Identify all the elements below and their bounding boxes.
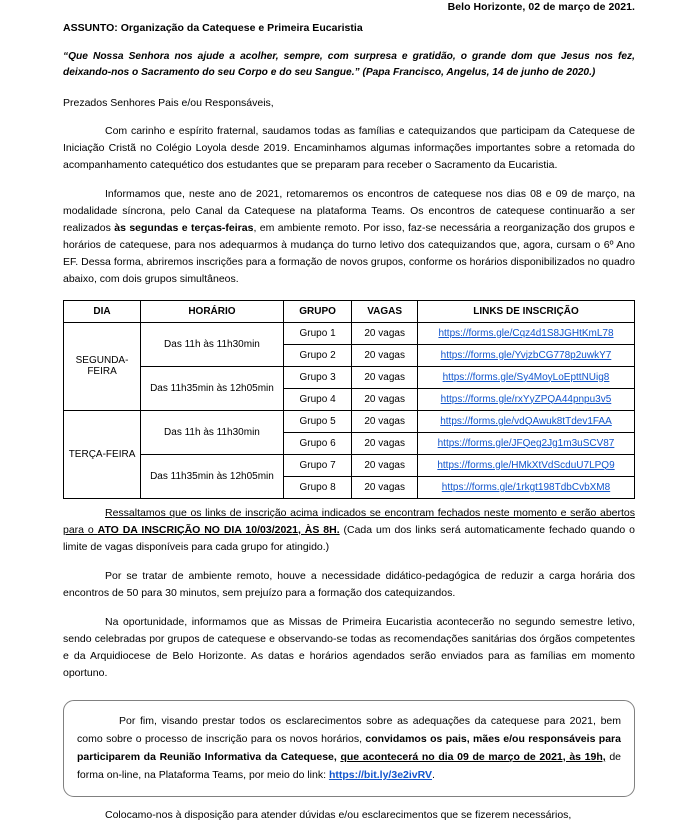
document-content bbox=[63, 0, 635, 824]
cell-vagas-5: 20 vagas bbox=[352, 410, 418, 432]
greeting-line: Prezados Senhores Pais e/ou Responsáveis, bbox=[63, 96, 274, 109]
table-row bbox=[64, 454, 635, 476]
signup-link-8[interactable]: https://forms.gle/1rkgt198TdbCvbXM8 bbox=[441, 481, 611, 493]
date-line: Belo Horizonte, 02 de março de 2021. bbox=[447, 1, 635, 13]
signup-link-6[interactable]: https://forms.gle/JFQeg2Jg1m3uSCV87 bbox=[437, 437, 615, 449]
cell-grupo-1: Grupo 1 bbox=[283, 322, 352, 344]
signup-link-4[interactable]: https://forms.gle/rxYyZPQA44pnpu3v5 bbox=[440, 393, 612, 405]
callout-part-b: de forma on-line, na Plataforma Teams, por meio do link: bbox=[77, 750, 621, 781]
callout-bold-underline: que acontecerá no dia 09 de março de 2021, às 19h, bbox=[340, 750, 606, 763]
cell-time-1: Das 11h às 11h30min bbox=[141, 322, 284, 366]
paragraph-schedule-part-b: , em ambiente remoto. Por isso, faz-se necessária a reorganização dos grupos e horários de catequese, para nos adequarmos à mudança do turno letivo dos catequizandos que, agora, cursam o 6º Ano EF. Dessa forma, abriremos inscrições para a formação de novos grupos, conforme os horários disponibilizados no quadro abaixo, com dois grupos simultâneos. bbox=[63, 221, 636, 285]
cell-grupo-4: Grupo 4 bbox=[283, 388, 352, 410]
paragraph-duration: Por se tratar de ambiente remoto, houve a necessidade didático-pedagógica de reduzir a carga horária dos encontros de 50 para 30 minutos, sem prejuízo para a formação dos catequizandos. bbox=[63, 569, 635, 599]
cell-day-terca: TERÇA-FEIRA bbox=[64, 410, 141, 498]
cell-link-8[interactable] bbox=[418, 476, 635, 498]
cell-link-5[interactable] bbox=[418, 410, 635, 432]
cell-grupo-3: Grupo 3 bbox=[283, 366, 352, 388]
links-note-underline-2: ATO DA INSCRIÇÃO NO DIA 10/03/2021, ÀS 8H. bbox=[97, 523, 340, 536]
links-note-rest: (Cada um dos links será automaticamente fechado quando o limite de vagas disponíveis para cada grupo for atingido.) bbox=[63, 523, 635, 553]
signup-link-1[interactable]: https://forms.gle/Cqz4d1S8JGHtKmL78 bbox=[438, 327, 614, 339]
header-vagas: VAGAS bbox=[352, 300, 418, 322]
signup-link-5[interactable]: https://forms.gle/vdQAwuk8tTdev1FAA bbox=[440, 415, 612, 427]
paragraph-closing: Colocamo-nos à disposição para atender dúvidas e/ou esclarecimentos que se fizerem necessários, bbox=[105, 808, 572, 821]
signup-link-7[interactable]: https://forms.gle/HMkXtVdScduU7LPQ9 bbox=[437, 459, 615, 471]
cell-grupo-6: Grupo 6 bbox=[283, 432, 352, 454]
cell-time-2: Das 11h35min às 12h05min bbox=[141, 366, 284, 410]
cell-grupo-7: Grupo 7 bbox=[283, 454, 352, 476]
cell-grupo-5: Grupo 5 bbox=[283, 410, 352, 432]
table-row bbox=[64, 322, 635, 344]
paragraph-masses: Na oportunidade, informamos que as Missas de Primeira Eucaristia acontecerão no segundo semestre letivo, sendo celebradas por grupos de catequese e observando-se todas as recomendações sanitárias dos órgãos competentes e da Arquidiocese de Belo Horizonte. As datas e horários agendados serão enviados para as famílias em momento oportuno. bbox=[63, 615, 635, 679]
schedule-table bbox=[63, 300, 635, 499]
paragraph-schedule-bold: às segundas e terças-feiras bbox=[114, 221, 254, 234]
paragraph-intro: Com carinho e espírito fraternal, saudamos todas as famílias e catequizandos que participam da Catequese de Iniciação Cristã no Colégio Loyola desde 2019. Encaminhamos algumas informações importantes sobre a retomada do acompanhamento catequético dos estudantes que se preparam para receber o Sacramento da Eucaristia. bbox=[63, 124, 635, 171]
paragraph-schedule-info bbox=[63, 186, 635, 288]
callout-part-a: Por fim, visando prestar todos os esclarecimentos sobre as adequações da catequese para 2021, bem como sobre o processo de inscrição para os novos horários, bbox=[77, 714, 621, 745]
cell-link-7[interactable] bbox=[418, 454, 635, 476]
cell-link-4[interactable] bbox=[418, 388, 635, 410]
callout-paragraph bbox=[77, 712, 621, 784]
cell-link-3[interactable] bbox=[418, 366, 635, 388]
cell-vagas-7: 20 vagas bbox=[352, 454, 418, 476]
cell-link-1[interactable] bbox=[418, 322, 635, 344]
links-note-underline-1: Ressaltamos que os links de inscrição acima indicados se encontram fechados neste momento e serão abertos para o bbox=[63, 506, 635, 536]
meeting-callout-box bbox=[63, 700, 635, 797]
cell-vagas-6: 20 vagas bbox=[352, 432, 418, 454]
cell-time-3: Das 11h às 11h30min bbox=[141, 410, 284, 454]
cell-day-segunda: SEGUNDA-FEIRA bbox=[64, 322, 141, 410]
callout-bold: convidamos os pais, mães e/ou responsáveis para participarem da Reunião Informativa da Catequese, bbox=[77, 732, 621, 763]
table-header-row bbox=[64, 300, 635, 322]
cell-vagas-1: 20 vagas bbox=[352, 322, 418, 344]
header-links: LINKS DE INSCRIÇÃO bbox=[418, 300, 635, 322]
subject-line: ASSUNTO: Organização da Catequese e Primeira Eucaristia bbox=[63, 22, 363, 34]
cell-vagas-3: 20 vagas bbox=[352, 366, 418, 388]
schedule-table-head bbox=[64, 300, 635, 322]
meeting-link[interactable]: https://bit.ly/3e2ivRV bbox=[328, 768, 433, 781]
epigraph-quote: “Que Nossa Senhora nos ajude a acolher, sempre, com surpresa e gratidão, o grande dom que Jesus nos fez, deixando-nos o Sacramento do seu Corpo e do seu Sangue.” (Papa Francisco, Angelus, 14 de junho de 2020.) bbox=[63, 51, 635, 78]
cell-link-6[interactable] bbox=[418, 432, 635, 454]
signup-link-2[interactable]: https://forms.gle/YvjzbCG778p2uwkY7 bbox=[440, 349, 612, 361]
paragraph-links-note bbox=[63, 505, 635, 556]
cell-time-4: Das 11h35min às 12h05min bbox=[141, 454, 284, 498]
table-row bbox=[64, 410, 635, 432]
cell-vagas-2: 20 vagas bbox=[352, 344, 418, 366]
header-grupo: GRUPO bbox=[283, 300, 352, 322]
table-row bbox=[64, 366, 635, 388]
header-dia: DIA bbox=[64, 300, 141, 322]
schedule-table-body bbox=[64, 322, 635, 498]
header-horario: HORÁRIO bbox=[141, 300, 284, 322]
cell-vagas-4: 20 vagas bbox=[352, 388, 418, 410]
cell-link-2[interactable] bbox=[418, 344, 635, 366]
cell-grupo-8: Grupo 8 bbox=[283, 476, 352, 498]
paragraph-schedule-part-a: Informamos que, neste ano de 2021, retomaremos os encontros de catequese nos dias 08 e 09 de março, na modalidade síncrona, pelo Canal da Catequese na plataforma Teams. Os encontros de catequese continuarão a ser realizados bbox=[63, 187, 635, 234]
signup-link-3[interactable]: https://forms.gle/Sy4MoyLoEpttNUig8 bbox=[442, 371, 610, 383]
cell-vagas-8: 20 vagas bbox=[352, 476, 418, 498]
cell-grupo-2: Grupo 2 bbox=[283, 344, 352, 366]
callout-link-end: . bbox=[432, 768, 435, 781]
